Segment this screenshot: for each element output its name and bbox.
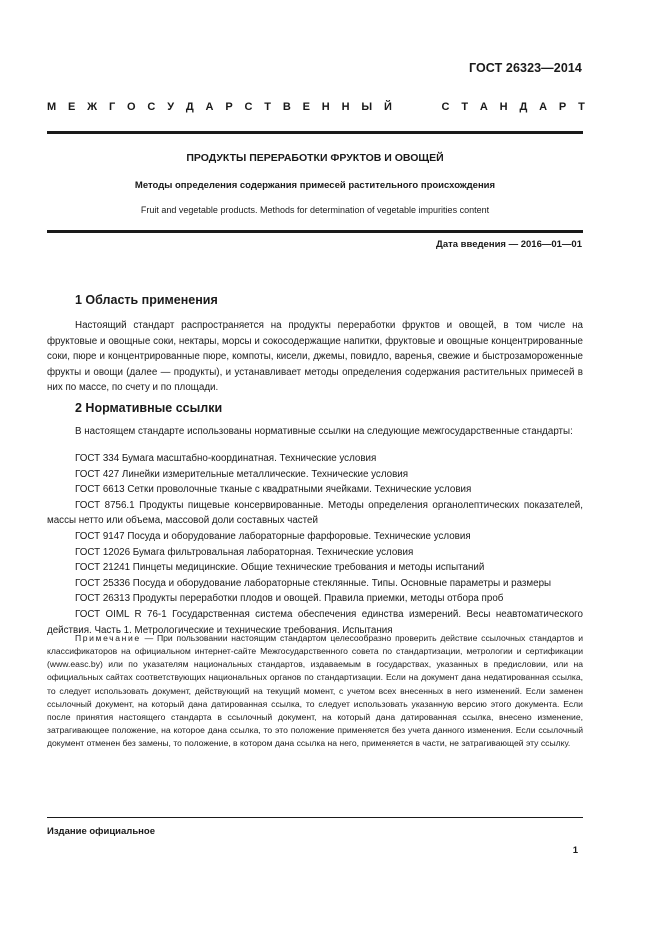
banner-letter: Р: [225, 101, 233, 113]
reference-item: ГОСТ 8756.1 Продукты пищевые консервированные. Методы определения органолептических показателей, массы нетто или объема, массовой доли составных частей: [47, 499, 583, 527]
banner-letter: Г: [108, 101, 116, 113]
banner-letter: Й: [383, 101, 392, 113]
reference-item: ГОСТ OIML R 76-1 Государственная система обеспечения единства измерений. Весы неавтоматического действия. Часть 1. Метрологические и технические требования. Испытания: [47, 608, 583, 636]
banner-letter: У: [167, 101, 175, 113]
header-rule: [47, 131, 583, 134]
reference-item: ГОСТ 6613 Сетки проволочные тканые с квадратными ячейками. Технические условия: [75, 484, 472, 496]
banner-letter: Р: [558, 101, 567, 113]
banner-letter: Н: [341, 101, 350, 113]
reference-item: ГОСТ 427 Линейки измерительные металлические. Технические условия: [75, 468, 409, 480]
banner-letter: Е: [68, 101, 76, 113]
title-rule: [47, 230, 583, 233]
banner-letter: Ж: [87, 101, 98, 113]
section-2-heading: 2 Нормативные ссылки: [75, 401, 223, 415]
banner-letter: А: [205, 101, 214, 113]
official-edition-label: Издание официальное: [47, 826, 155, 837]
section-1-heading: 1 Область применения: [75, 293, 218, 307]
page-number: 1: [572, 845, 578, 856]
reference-item: ГОСТ 12026 Бумага фильтровальная лабораторная. Технические условия: [75, 546, 414, 558]
reference-item: ГОСТ 21241 Пинцеты медицинские. Общие технические требования и методы испытаний: [75, 562, 485, 574]
banner-letter: Н: [499, 101, 508, 113]
section-1-text: Настоящий стандарт распространяется на продукты переработки фруктов и овощей, в том числе на фруктовые и овощные соки, нектары, морсы и сокосодержащие напитки, фруктовые и овощные концентрированные соки, пюре и концентрированные пюре, компоты, кисели, джемы, повидло, варенья, свежие и быстрозамороженные фрукты и овощи (далее — продукты), и устанавливает методы определения содержания растительных примесей в них по массе, по счету и по площади.: [47, 320, 583, 394]
banner-letter: С: [147, 101, 156, 113]
banner-letter: М: [47, 101, 57, 113]
footer-rule: [47, 817, 583, 818]
banner-letter: Д: [519, 101, 528, 113]
banner-letter: Т: [461, 101, 469, 113]
document-subtitle: Методы определения содержания примесей растительного происхождения: [134, 180, 496, 191]
banner-letter: С: [441, 101, 450, 113]
banner-letter: Н: [321, 101, 330, 113]
standard-id: ГОСТ 26323—2014: [468, 61, 582, 75]
note-text: — При пользовании настоящим стандартом целесообразно проверить действие ссылочных стандартов и классификаторов на официальном интернет-сайте Межгосударственного совета по стандартизации, метрологии и сертификации (www.easc.by) или по указателям национальных стандартов, издаваемым в государствах, указанных в предисловии, или на официальных сайтах соответствующих национальных органов по стандартизации. Если на документ дана недатированная ссылка, то следует использовать документ, действующий на текущий момент, с учетом всех внесенных в него изменений. Если заменен ссылочный документ, на который дана датированная ссылка, то следует использовать указанную версию этого документа. Если после принятия настоящего стандарта в ссылочный документ, на который дана датированная ссылка, внесено изменение, затрагивающее положение, на которое дана ссылка, то это положение применяется без учета данного изменения. Если ссылочный документ отменен без замены, то положение, в котором дана ссылка на него, применяется в части, не затрагивающей эту ссылку.: [47, 633, 583, 749]
reference-item: ГОСТ 9147 Посуда и оборудование лабораторные фарфоровые. Технические условия: [75, 530, 471, 542]
note-label: Примечание: [75, 633, 141, 643]
banner-letter: Е: [302, 101, 310, 113]
section-2-intro: В настоящем стандарте использованы нормативные ссылки на следующие межгосударственные стандарты:: [75, 426, 573, 437]
reference-item: ГОСТ 25336 Посуда и оборудование лабораторные стеклянные. Типы. Основные параметры и размеры: [75, 577, 552, 589]
document-title: ПРОДУКТЫ ПЕРЕРАБОТКИ ФРУКТОВ И ОВОЩЕЙ: [186, 152, 444, 164]
introduction-date: Дата введения — 2016—01—01: [436, 239, 582, 250]
banner-gap: [404, 101, 430, 113]
banner-letter: Д: [185, 101, 194, 113]
banner-letter: Ы: [361, 101, 373, 113]
document-english-title: Fruit and vegetable products. Methods for determination of vegetable impurities content: [140, 205, 490, 215]
standard-type-banner: [47, 101, 585, 113]
reference-item: ГОСТ 26313 Продукты переработки плодов и овощей. Правила приемки, методы отбора проб: [75, 593, 504, 605]
banner-letter: Т: [578, 101, 585, 113]
banner-letter: С: [244, 101, 253, 113]
banner-letter: О: [127, 101, 136, 113]
reference-list: [47, 451, 583, 638]
banner-letter: А: [479, 101, 488, 113]
banner-letter: Т: [264, 101, 272, 113]
banner-letter: А: [539, 101, 548, 113]
note: [47, 632, 583, 750]
reference-item: ГОСТ 334 Бумага масштабно-координатная. Технические условия: [75, 453, 377, 464]
banner-letter: В: [282, 101, 291, 113]
